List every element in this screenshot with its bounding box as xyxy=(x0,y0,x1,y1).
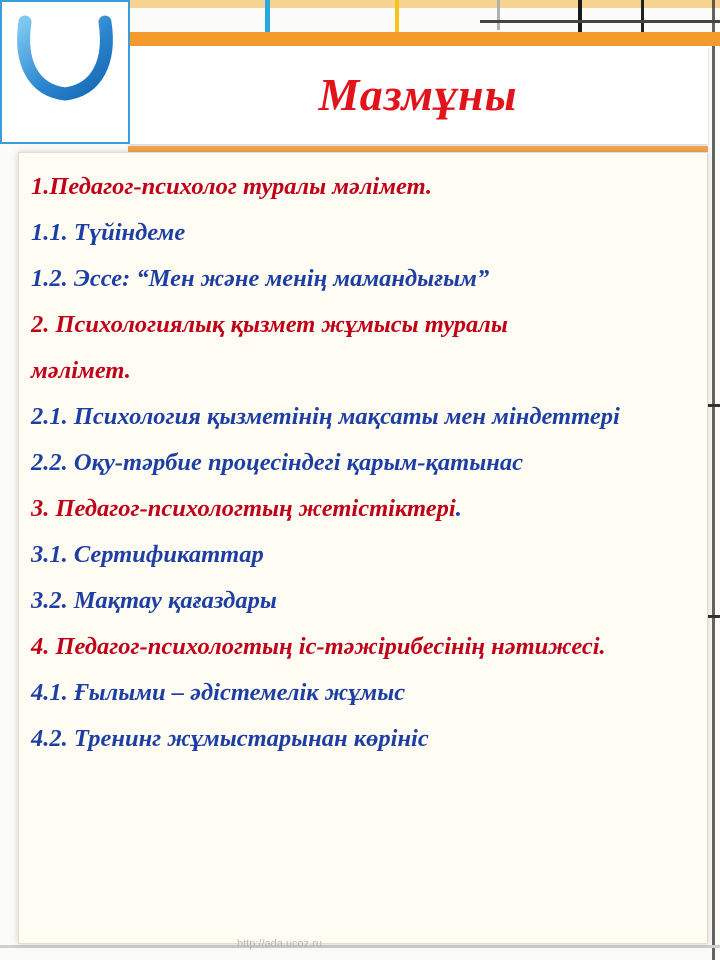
toc-item-2-2: 2.2. Оқу-тәрбие процесіндегі қарым-қатынас xyxy=(31,449,523,476)
toc-section-3-period: . xyxy=(455,495,462,522)
toc-section-4: 4. Педагог-психологтың іс-тәжірибесінің нәтижесі. xyxy=(31,633,606,660)
title-band xyxy=(128,46,708,144)
page-title: Мазмұны xyxy=(318,69,518,120)
decor-bar xyxy=(130,0,720,8)
decor-line xyxy=(712,0,715,960)
contents-card xyxy=(18,152,708,944)
table-of-contents xyxy=(31,171,701,769)
toc-section-3-label: 3. Педагог-психологтың жетістіктері xyxy=(31,495,456,522)
watermark: http://ada.ucoz.ru xyxy=(237,938,322,950)
title-frame xyxy=(128,32,720,46)
toc-item-2-1: 2.1. Психология қызметінің мақсаты мен міндеттері xyxy=(31,403,620,430)
decor-line xyxy=(0,945,720,948)
decor-line xyxy=(480,20,720,23)
toc-section-3 xyxy=(31,493,701,525)
toc-section-2: 2. Психологиялық қызмет жұмысы туралы xyxy=(31,311,508,338)
decor-line xyxy=(265,0,270,32)
toc-item-1-2: 1.2. Эссе: “Мен және менің мамандығым” xyxy=(31,265,490,292)
toc-item-3-2: 3.2. Мақтау қағаздары xyxy=(31,587,277,614)
logo xyxy=(0,0,130,144)
toc-section-2-continued: мәлімет. xyxy=(31,357,131,384)
decor-line xyxy=(578,0,582,32)
toc-item-1-1: 1.1. Түйіндеме xyxy=(31,219,186,246)
toc-item-3-1: 3.1. Сертификаттар xyxy=(31,541,264,568)
decor-line xyxy=(395,0,399,34)
toc-item-4-1: 4.1. Ғылыми – әдістемелік жұмыс xyxy=(31,679,406,706)
decor-line xyxy=(641,0,644,34)
psi-icon xyxy=(11,12,119,132)
toc-section-1: 1.Педагог-психолог туралы мәлімет. xyxy=(31,173,433,200)
toc-item-4-2: 4.2. Тренинг жұмыстарынан көрініс xyxy=(31,725,429,752)
decor-line xyxy=(497,0,500,30)
